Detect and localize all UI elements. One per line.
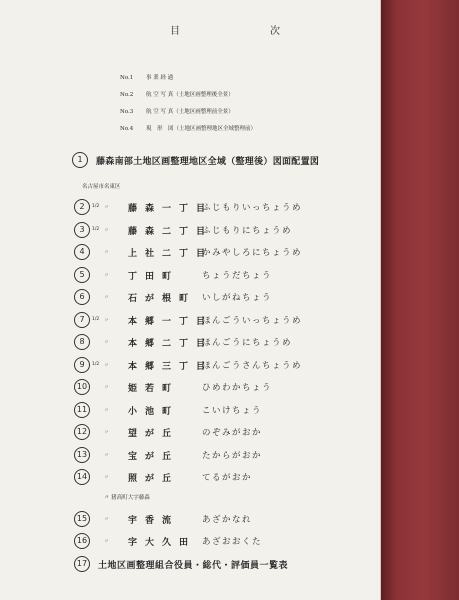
final-entry [74,556,288,572]
ditto-mark: 〃 [104,249,110,256]
village-label: 〃 猪高町大字藤森 [104,495,150,501]
district-name: 本郷二丁目 [128,338,214,349]
ditto-mark: 〃 [104,317,110,324]
circled-number: 10 [74,379,90,395]
ditto-mark: 〃 [104,474,110,481]
toc-item [120,70,256,87]
district-row [74,510,252,528]
district-number-cell [74,357,92,373]
ditto-mark: 〃 [104,227,110,234]
circled-number: 17 [74,556,90,572]
district-number-cell [74,334,92,350]
district-reading: のぞみがおか [202,428,263,438]
district-name: 丁田町 [128,271,180,282]
ditto-mark: 〃 [104,362,110,369]
toc-item [120,104,256,121]
district-number-cell [74,267,92,283]
district-row [74,266,272,284]
district-number-cell [74,222,92,238]
district-row [74,288,272,306]
section-heading [72,152,319,168]
district-name: 字大久田 [128,537,197,548]
district-reading: あざかなれ [202,515,253,525]
district-reading: いしがねちょう [202,293,273,303]
district-number-cell [74,511,92,527]
ditto-mark: 〃 [104,384,110,391]
toc-item [120,87,256,104]
circled-number: 9 [74,357,90,373]
circled-number: 5 [74,267,90,283]
ditto-mark: 〃 [104,407,110,414]
district-number-cell [74,447,92,463]
district-name: 照が丘 [128,473,180,484]
district-row [74,356,302,374]
district-reading: ほんごういっちょうめ [202,316,303,326]
district-name: 本郷一丁目 [128,316,214,327]
district-row [74,468,252,486]
district-reading: こいけちょう [202,406,263,416]
toc-item-label: 航 空 写 真（土地区画整理前全景） [146,109,234,115]
district-name: 宇香流 [128,515,180,526]
toc-item-label: 事 業 経 過 [146,75,174,81]
district-reading: ほんごうにちょうめ [202,338,293,348]
district-number-cell [74,244,92,260]
district-number-cell [74,469,92,485]
ditto-mark: 〃 [104,452,110,459]
ditto-mark: 〃 [104,294,110,301]
ward-label: 名古屋市名東区 [82,184,121,190]
circled-number: 8 [74,334,90,350]
toc-list [120,70,256,138]
district-name: 藤森二丁目 [128,226,214,237]
section-heading-text: 藤森南部土地区画整理地区全域（整理後）図面配置図 [96,156,320,167]
circled-number: 13 [74,447,90,463]
ditto-mark: 〃 [104,538,110,545]
circled-number: 3 [74,222,90,238]
sheet-fraction: 1/2 [92,316,100,322]
toc-item-number: No.3 [120,109,134,115]
district-row [74,446,262,464]
district-reading: ひめわかちょう [202,383,273,393]
district-number-cell [74,379,92,395]
district-name: 上社二丁目 [128,248,214,259]
district-reading: ふじもりいっちょうめ [202,203,303,213]
sheet-fraction: 1/2 [92,361,100,367]
district-name: 石が根町 [128,293,197,304]
district-name: 宝が丘 [128,451,180,462]
toc-item-number: No.2 [120,92,134,98]
district-reading: あざおおくた [202,537,263,547]
toc-item-number: No.1 [120,75,134,81]
district-row [74,333,292,351]
sheet-fraction: 1/2 [92,226,100,232]
district-name: 藤森一丁目 [128,203,214,214]
ditto-mark: 〃 [104,272,110,279]
toc-item-label: 航 空 写 真（土地区画整理後全景） [146,92,234,98]
district-reading: ちょうだちょう [202,271,273,281]
circled-number: 2 [74,199,90,215]
circled-number: 4 [74,244,90,260]
district-number-cell [74,312,92,328]
circled-number: 16 [74,533,90,549]
district-number-cell [74,199,92,215]
circled-number: 12 [74,424,90,440]
ditto-mark: 〃 [104,204,110,211]
district-row [74,221,292,239]
district-number-cell [74,402,92,418]
district-reading: ほんごうさんちょうめ [202,361,303,371]
district-row [74,378,272,396]
ditto-mark: 〃 [104,516,110,523]
final-entry-text: 土地区画整理組合役員・総代・評価員一覧表 [98,560,289,571]
toc-item [120,121,256,138]
district-name: 小池町 [128,406,180,417]
district-row [74,198,302,216]
district-reading: ふじもりにちょうめ [202,226,293,236]
book-binding [381,0,459,600]
district-reading: てるがおか [202,473,253,483]
district-row [74,401,262,419]
circled-number: 11 [74,402,90,418]
circled-number: 1 [72,152,88,168]
district-number-cell [74,289,92,305]
district-number-cell [74,424,92,440]
circled-number: 6 [74,289,90,305]
toc-item-number: No.4 [120,126,134,132]
toc-item-label: 現 形 図（土地区画整理地区全域整理前） [146,126,257,132]
district-name: 望が丘 [128,428,180,439]
district-row [74,532,262,550]
district-name: 姫若町 [128,383,180,394]
district-name: 本郷三丁目 [128,361,214,372]
sheet-fraction: 1/2 [92,203,100,209]
district-number-cell [74,533,92,549]
district-reading: たからがおか [202,451,263,461]
district-row [74,311,302,329]
district-reading: かみやしろにちょうめ [202,248,303,258]
circled-number: 15 [74,511,90,527]
ditto-mark: 〃 [104,339,110,346]
circled-number: 7 [74,312,90,328]
district-row [74,423,262,441]
district-row [74,243,302,261]
toc-title: 目 次 [170,26,320,37]
ditto-mark: 〃 [104,429,110,436]
circled-number: 14 [74,469,90,485]
